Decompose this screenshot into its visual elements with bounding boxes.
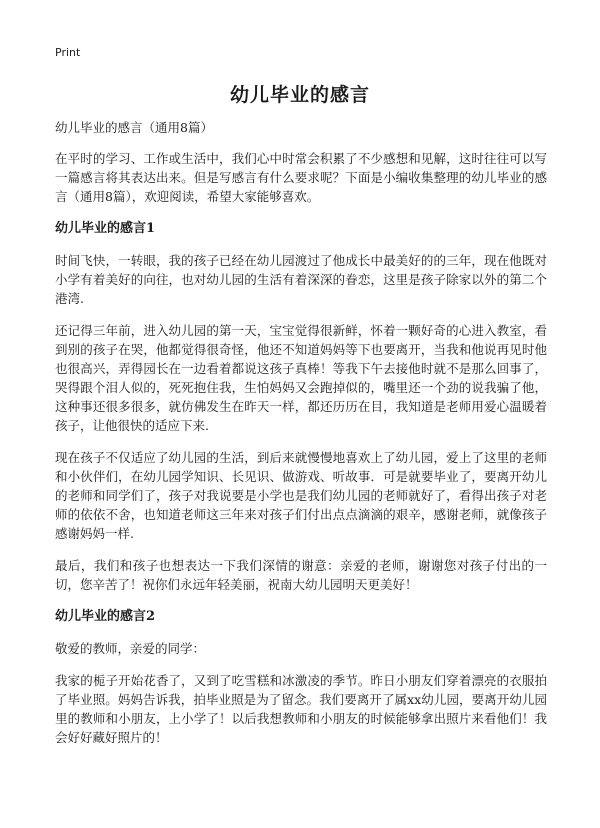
document-subtitle: 幼儿毕业的感言（通用8篇） bbox=[55, 120, 213, 135]
print-link[interactable]: Print bbox=[55, 46, 81, 59]
section-2-paragraph-1: 敬爱的教师，亲爱的同学： bbox=[55, 641, 206, 656]
page-title: 幼儿毕业的感言 bbox=[229, 84, 370, 106]
section-heading-2: 幼儿毕业的感言2 bbox=[55, 609, 156, 624]
section-1-paragraph-4: 最后，我们和孩子也想表达一下我们深情的谢意：亲爱的老师，谢谢您对孩子付出的一切，您辛苦了！祝你们永远年轻美丽，祝南大幼儿园明天更美好！ bbox=[55, 558, 547, 592]
section-heading-1: 幼儿毕业的感言1 bbox=[55, 221, 156, 236]
section-1-paragraph-2: 还记得三年前，进入幼儿园的第一天，宝宝觉得很新鲜，怀着一颗好奇的心进入教室，看到别的孩子在哭，他都觉得很奇怪，他还不知道妈妈等下也要离开，当我和他说再见时他也很高兴，弄得园长在一边看着都说这孩子真棒！等我下午去接他时就不是那么回事了，哭得跟个泪人似的，死死抱住我，生怕妈妈又会跑掉似的，嘴里还一个劲的说我骗了他，这种事还很多很多，就仿佛发生在昨天一样，都还历历在目，我知道是老师用爱心温暖着孩子，让他很快的适应下来. bbox=[55, 323, 547, 433]
section-2-paragraph-2: 我家的栀子开始花香了，又到了吃雪糕和冰激凌的季节。昨日小朋友们穿着漂亮的衣服拍了毕业照。妈妈告诉我，拍毕业照是为了留念。我们要离开了属xx幼儿园，要离开幼儿园里的教师和小朋友，上小学了！以后我想教师和小朋友的时候能够拿出照片来看他们！我会好好藏好照片的！ bbox=[55, 673, 547, 745]
section-1-paragraph-3: 现在孩子不仅适应了幼儿园的生活，到后来就慢慢地喜欢上了幼儿园，爱上了这里的老师和小伙伴们，在幼儿园学知识、长见识、做游戏、听故事．可是就要毕业了，要离开幼儿的老师和同学们了，孩子对我说要是小学也是我们幼儿园的老师就好了，看得出孩子对老师的依依不舍，也知道老师这三年来对孩子们付出点点滴滴的艰辛，感谢老师，就像孩子感谢妈妈一样. bbox=[55, 450, 547, 541]
section-1-paragraph-1: 时间飞快，一转眼，我的孩子已经在幼儿园渡过了他成长中最美好的的三年，现在他既对小学有着美好的向往，也对幼儿园的生活有着深深的眷恋，这里是孩子除家以外的第二个港湾. bbox=[55, 253, 547, 306]
document-body bbox=[55, 118, 547, 760]
intro-paragraph: 在平时的学习、工作或生活中，我们心中时常会积累了不少感想和见解，这时往往可以写一篇感言将其表达出来。但是写感言有什么要求呢？下面是小编收集整理的幼儿毕业的感言（通用8篇），欢迎阅读，希望大家能够喜欢。 bbox=[55, 151, 547, 204]
